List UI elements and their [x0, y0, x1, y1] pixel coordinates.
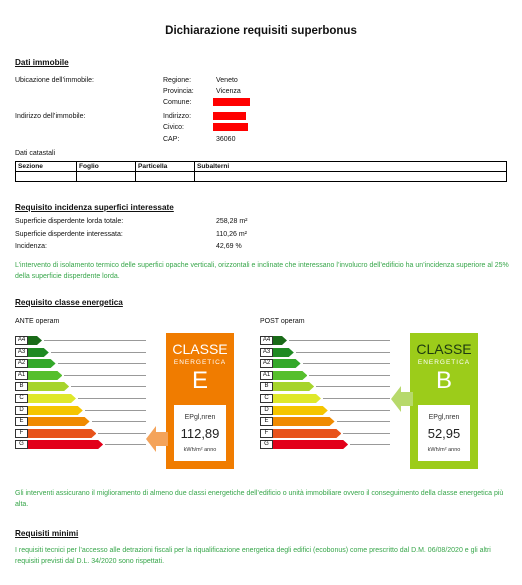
post-class-row-a2 [260, 359, 390, 368]
ante-energetica-word: ENERGETICA [173, 359, 227, 366]
classe-heading: Requisito classe energetica [15, 298, 123, 307]
ante-class-row-a4 [15, 336, 146, 345]
ante-class-label-d: D [15, 406, 28, 415]
requisiti-heading: Requisiti minimi [15, 529, 79, 538]
post-class-label-a2: A2 [260, 359, 273, 368]
ante-indicator-label: EPgl,nren [184, 414, 216, 421]
post-indicator-unit: kWh/m² anno [427, 447, 461, 453]
post-class-row-a4 [260, 336, 390, 345]
post-class-row-g [260, 440, 390, 449]
ante-class-guide-line [51, 352, 146, 353]
page-title: Dichiarazione requisiti superbonus [165, 25, 357, 37]
catastali-cell [136, 172, 195, 182]
ante-indicator-value: 112,89 [180, 426, 220, 441]
ante-class-bar-g [28, 440, 103, 449]
ante-class-bar-a3 [28, 348, 49, 357]
regione-label: Regione: [163, 77, 192, 84]
post-class-label-c: C [260, 394, 273, 403]
catastali-header-foglio: Foglio [77, 162, 136, 172]
ante-class-row-e [15, 417, 146, 426]
post-class-row-f [260, 429, 390, 438]
superficie-lorda-label: Superficie disperdente lorda totale: [15, 218, 124, 225]
classe-note: Gli interventi assicurano il miglioramento di almeno due classi energetiche dell’edificio o unità immobiliare ovvero il conseguimento della classe energetica più alta. [15, 490, 504, 508]
post-class-bar-a4 [273, 336, 287, 345]
post-class-bar-d [273, 406, 328, 415]
ante-class-guide-line [92, 421, 146, 422]
post-class-bar-a3 [273, 348, 294, 357]
post-class-guide-line [337, 421, 390, 422]
post-class-guide-line [316, 386, 390, 387]
post-class-row-a3 [260, 348, 390, 357]
indirizzo-label: Indirizzo: [163, 113, 192, 120]
civico-label: Civico: [163, 124, 185, 131]
post-class-row-b [260, 382, 390, 391]
ubicazione-label: Ubicazione dell’immobile: [15, 77, 94, 84]
post-class-label-a1: A1 [260, 371, 273, 380]
ante-class-label-a1: A1 [15, 371, 28, 380]
post-class-bar-g [273, 440, 348, 449]
catastali-header-particella: Particella [136, 162, 195, 172]
post-class-guide-line [303, 363, 390, 364]
catastali-header-subalterni: Subalterni [195, 162, 507, 172]
post-class-label-e: E [260, 417, 273, 426]
superficie-interessata-label: Superficie disperdente interessata: [15, 231, 123, 238]
ante-class-label-f: F [15, 429, 28, 438]
ante-class-guide-line [64, 375, 146, 376]
ante-class-bar-a1 [28, 371, 62, 380]
catastali-header-sezione: Sezione [16, 162, 77, 172]
catastali-cell [195, 172, 507, 182]
ante-class-row-c [15, 394, 146, 403]
incidenza-value: 42,69 % [216, 243, 242, 250]
ante-class-bar-f [28, 429, 96, 438]
incidenza-note: L’intervento di isolamento termico delle superfici opache verticali, orizzontali e inclinate che interessano l’involucro dell’edificio ha un’incidenza superiore al 25% della superficie disperdente lorda. [15, 262, 509, 280]
post-class-row-e [260, 417, 390, 426]
ante-class-bar-a2 [28, 359, 56, 368]
post-class-bar-c [273, 394, 321, 403]
post-class-guide-line [350, 444, 390, 445]
post-indicator-label: EPgl,nren [428, 414, 460, 421]
post-class-bar-f [273, 429, 341, 438]
post-class-guide-line [289, 340, 390, 341]
ante-class-label-g: G [15, 440, 28, 449]
post-label: POST operam [260, 318, 305, 325]
cap-value: 36060 [216, 136, 236, 143]
post-classe-word: CLASSE [416, 341, 472, 357]
incidenza-label: Incidenza: [15, 243, 47, 250]
post-class-row-a1 [260, 371, 390, 380]
ante-pointer-arrow-icon [146, 426, 168, 452]
ante-class-guide-line [78, 398, 146, 399]
regione-value: Veneto [216, 77, 238, 84]
post-indicator-value: 52,95 [427, 426, 461, 441]
superficie-lorda-value: 258,28 m² [216, 218, 248, 225]
catastali-label: Dati catastali [15, 150, 56, 157]
ante-class-label-c: C [15, 394, 28, 403]
ante-class-row-g [15, 440, 146, 449]
ante-class-row-a1 [15, 371, 146, 380]
comune-redacted [213, 98, 250, 106]
post-class-label-b: B [260, 382, 273, 391]
ante-class-bar-b [28, 382, 69, 391]
post-class-row-d [260, 406, 390, 415]
ante-indicator-panel [174, 405, 226, 461]
ante-class-guide-line [44, 340, 146, 341]
ante-class-row-f [15, 429, 146, 438]
ante-class-bar-e [28, 417, 90, 426]
ante-label: ANTE operam [15, 318, 60, 325]
post-class-bar-a1 [273, 371, 307, 380]
ante-class-label-a3: A3 [15, 348, 28, 357]
requisiti-note: I requisiti tecnici per l’accesso alle detrazioni fiscali per la riqualificazione energetica degli edifici (ecobonus) come prescritto dal D.M. 06/08/2020 e gli altri requisiti previsti dal D.L. 34/2020 sono rispettati. [15, 547, 491, 565]
provincia-value: Vicenza [216, 88, 241, 95]
ante-indicator-unit: kWh/m² anno [183, 447, 217, 453]
post-class-row-c [260, 394, 390, 403]
ante-class-guide-line [58, 363, 146, 364]
post-class-bar-b [273, 382, 314, 391]
post-pointer-arrow-icon [391, 386, 413, 412]
ante-class-label-e: E [15, 417, 28, 426]
dati-immobile-heading: Dati immobile [15, 58, 69, 67]
indirizzo-redacted [213, 112, 246, 120]
post-classe-box [410, 333, 478, 469]
ante-class-guide-line [85, 410, 146, 411]
ante-classe-letter: E [191, 367, 208, 394]
catastali-cell [16, 172, 77, 182]
post-class-label-d: D [260, 406, 273, 415]
post-class-guide-line [309, 375, 390, 376]
superficie-interessata-value: 110,26 m² [216, 231, 247, 238]
indirizzo-immobile-label: Indirizzo dell’immobile: [15, 113, 86, 120]
ante-classe-word: CLASSE [172, 341, 228, 357]
incidenza-heading: Requisito incidenza superfici interessate [15, 203, 174, 212]
post-class-guide-line [323, 398, 390, 399]
ante-class-label-b: B [15, 382, 28, 391]
post-class-guide-line [330, 410, 390, 411]
post-indicator-panel [418, 405, 470, 461]
comune-label: Comune: [163, 99, 192, 106]
ante-class-row-b [15, 382, 146, 391]
ante-class-row-d [15, 406, 146, 415]
post-class-bar-a2 [273, 359, 301, 368]
ante-class-label-a4: A4 [15, 336, 28, 345]
post-class-guide-line [343, 433, 390, 434]
ante-class-bar-c [28, 394, 76, 403]
catastali-cell [77, 172, 136, 182]
post-class-label-a4: A4 [260, 336, 273, 345]
ante-classe-box [166, 333, 234, 469]
post-class-guide-line [296, 352, 390, 353]
post-class-label-f: F [260, 429, 273, 438]
ante-class-bar-a4 [28, 336, 42, 345]
post-energetica-word: ENERGETICA [417, 359, 471, 366]
ante-class-guide-line [71, 386, 146, 387]
post-classe-letter: B [435, 367, 452, 394]
post-class-label-g: G [260, 440, 273, 449]
catastali-table [15, 161, 507, 182]
ante-class-label-a2: A2 [15, 359, 28, 368]
ante-class-bar-d [28, 406, 83, 415]
provincia-label: Provincia: [163, 88, 194, 95]
ante-class-guide-line [98, 433, 146, 434]
ante-class-row-a2 [15, 359, 146, 368]
post-class-label-a3: A3 [260, 348, 273, 357]
ante-class-row-a3 [15, 348, 146, 357]
ante-class-guide-line [105, 444, 146, 445]
civico-redacted [213, 123, 248, 131]
post-class-bar-e [273, 417, 335, 426]
cap-label: CAP: [163, 136, 180, 143]
